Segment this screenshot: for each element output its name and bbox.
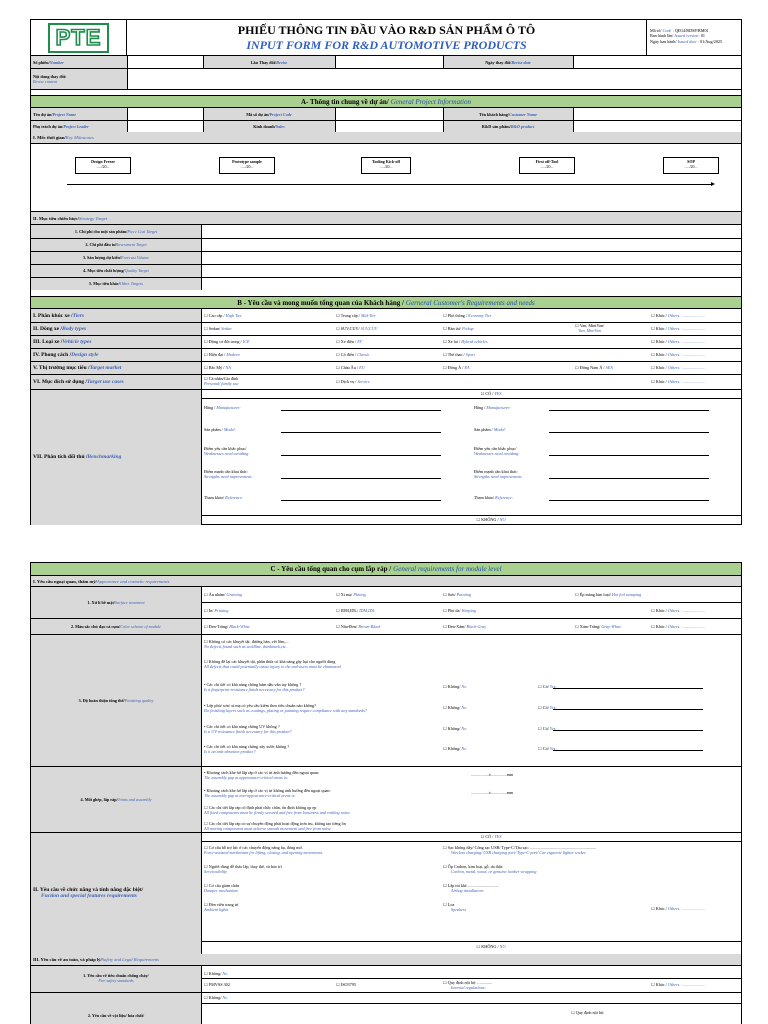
arrow-icon [711,182,715,186]
option[interactable]: ☐ Bán tải/ Pickup [443,326,474,331]
option[interactable]: ☐ Cổ điển / Classic [336,352,370,357]
option[interactable]: ☐ Bắc Mỹ / NA [204,365,231,370]
option[interactable]: ☐ Phổ thông / Economy Tier [443,313,492,318]
option[interactable]: ☐ Không/ No [443,684,467,689]
strategy-heading: II. Mục tiêu chiến lược/ Strategy Target [31,212,741,225]
company-logo [31,20,127,56]
milestone-tooling: Tooling Kick-off ...../20... [361,157,411,174]
safety-heading: III. Yêu cầu về an toàn, và pháp lý/ Safety and Legal Requirements [31,954,741,966]
option[interactable]: ☐ Đen-Trắng/ Black-White [204,624,250,629]
option[interactable]: ☐ Xe lai / Hybrid vehicles [443,339,488,344]
option[interactable]: ☐ Khác / Others: ...................... [651,352,705,357]
option[interactable]: ☐ Khác / Others: ...................... [651,313,705,318]
option[interactable]: ☐ Xi mạ/ Plating [336,592,366,597]
option[interactable]: ☐ ISO3795 [336,982,356,987]
option[interactable]: ☐ Xe điện / EV [336,339,363,344]
module-requirements: 1. Xử lí bề mặt/ Surface treatment ☐ Ăn nhám/ Graining ☐ Xi mạ/ Plating ☐ Sơn/ Painting ☐ Ép màng kim loại/ Hot foil stamping ☐ In/ Printing ☐ IDM,IDL/ IDM,IDL ☐ Phủ da/ Warping ☐ Khác / Others: ...................... 2. Màu sắc chủ đạo cả cụm/ Color scheme of module ☐ Đen-Trắng/ Black-White ☐ Nâu-Đen/ Brown-Black ☐ Đen-Xám/ Black-Gray ☐ Xám-Trắng/ Gray-White ☐ Khác / Others: ...................... 3. Độ hoàn thiện tổng thể/ Finishing quality ☐ Không có các khuyết tật: đường hàn, vết lõm,... No defects found such as weldline, thinkmark,etc. ☐ Không để lại các khuyết tật, phần thừa có khả năng gây hại cho người dùng All defects that could potentially cause injury to the end-users must be eliminated. • Các chi tiết có khả năng chống bám dấu vân tay không ? Is a fingerprint-resistance finish necessary for this product? ☐ Không/ No ☐ Có/ Yes: • Lớp phủ/ sơn/ xi mạ có yêu cầu kiểm theo tiêu chuẩn nào không? Do finishing layers such as coatings, plating or painting require compliance with any standards? ☐ Không/ No ☐ Có/ Yes: • Các chi tiết có khả năng chống UV không ? Is a UV-resistance finish necessary for this product? ☐ Không/ No ☐ Có/ Yes: • Các chi tiết có khả năng chống xây xước không ? Is it an anti-abrasion product? ☐ Không/ No ☐ Có/ Yes: 4. Mối ghép, lắp ráp/ Joints and assembly • Khoảng cách khe hở lắp ráp ở các vị trí ảnh hưởng đến ngoại quan: The assembly gap at appearance-critical areas is: .................±...............mm • Khoảng cách khe hở lắp ráp ở các vị trí không ảnh hưởng đến ngoại quan: The assembly gap at non-appearance-critical areas is: .................±...............mm ☐ Các chi tiết lắp ráp cố định phải chắc chắn, ổn định không ọp ẹp All fixed components must be firmly secured and free from looseness and rattling noise. ☐ Các chi tiết lắp ráp có sự chuyển động phải hoạt động trơn tru, không tạo tiếng ồn All moving components must achieve smooth movement and free from noise. ☐ CÓ / YES II. Yêu cầu về chức năng và tính năng đặc biệt/ Fuction and special features requirements ☐ Cơ cấu hỗ trợ lực ở các chuyển động nâng hạ, đóng mở. Force-assisted mechanism for lifting, closing, and opening movements. ☐ Người dùng dễ tháo lắp, thay thế, và bảo trì Serviceability ☐ Cơ cấu giảm chấn Damper mechanism ☐ Đèn viền trang trí Ambient lights ☐ Sạc không dây/ Cổng sạc USB/ Type-C/Tẩu sạc: ............................................................... Wireless charging/ USB charging port/ Type-C port/ Car cigarette lighter socket: ☐ Ốp Carbon, kim loại, gỗ, da thật: Carbon, metal, wood, or genuine leather wrapping ☐ Lắp túi khí:.............................. Airbag installation: ☐ Loa Speakers ☐ Khác / Others: ...................... ☐ KHÔNG / NO III. Yêu cầu về an toàn, và pháp lý/ Safety and Legal Requirements 1. Yêu cầu về tiêu chuẩn chống cháy/ Fire safety standards ☐ Không/ No ☐ FMVSS 302 ☐ ISO3795 ☐ Quy định nội bộ: .............. Internal regulations: ☐ Khác / Others: ...................... ☐ Không/ No 2. Yêu cầu về vật liệu/ hóa chất/ ☐ Quy định nội bộ: [31,587,741,1024]
logo-text: PTE [48,23,110,53]
option[interactable]: ☐ IDM,IDL/ IDM,IDL [336,608,375,613]
option[interactable]: ☐ Khác / Others: ...................... [651,624,705,629]
option[interactable]: ☐ Trung cấp / Mid-Tier [336,313,376,318]
option[interactable]: ☐ Khác / Others: ...................... [651,982,705,987]
section-a-title: A- Thông tin chung về dự án/ General Project Information [31,95,741,108]
strategy-table: 1. Chi phí cho một sản phẩm/ Piece Cost Target 2. Chi phí đầu tư/ Investment Target 3. Sản lượng dự kiến/ Forecast Volume 4. Mục tiêu chất lượng/ Quality Target 5. Mục tiêu khác/ Other Targets [31,225,741,290]
option[interactable]: ☐ Động cơ đốt trong / ICE [204,339,250,344]
customer-requirements: I. Phân khúc xe / Tiers II. Dòng xe / Body types III. Loại xe / Vehicle types IV. Phong cách / Design style V. Thị trường mục tiêu / Target market VI. Mục đích sử dụng / Target use cases ☐ Cao cấp / High Tier ☐ Trung cấp / Mid-Tier ☐ Phổ thông / Economy Tier ☐ Khác / Others: ...................... ☐ Sedan/ Sedan ☐ SUV,CUV/ SUV,CUV ☐ Bán tải/ Pickup ☐ Van, MiniVan/ Van, MiniVan ☐ Khác / Others: ...................... ☐ Động cơ đốt trong / ICE ☐ Xe điện / EV ☐ Xe lai / Hybrid vehicles ☐ Khác / Others: ...................... ☐ Hiện đại / Modern ☐ Cổ điển / Classic ☐ Thể thao / Sport ☐ Khác / Others: ...................... ☐ Bắc Mỹ / NA ☐ Châu Âu / EU ☐ Đông Á / EA ☐ Đông Nam Á / SEA ☐ Khác / Others: ...................... ☐ Cá nhân/Gia đình Personal/ family use ☐ Dịch vụ / Service ☐ Khác / Others: ...................... VII. Phân tích đối thủ / Benchmarking ☐ CÓ / YES Hãng / Manufacturer: Hãng / Manufacturer: Sản phẩm / Model: Sản phẩm / Model: Điểm yếu cần khắc phục/ Weaknesses need avoiding: Điểm yếu cần khắc phục/ Weaknesses need avoiding: Điểm mạnh cần khai thác: Strengths need improvement: Điểm mạnh cần khai thác: Strengths need improvement: Tham khảo/ Reference: Tham khảo/ Reference: ☐ KHÔNG / NO [31,309,741,525]
option[interactable]: ☐ Cao cấp / High Tier [204,313,242,318]
milestones-heading: I. Mốc thời gian/ Key Milestones [31,132,741,144]
meta-row: Số phiếu/ Number Lần Thay đổi/ Revise Ngày thay đổi/ Revise date [31,56,741,69]
milestone-prototype: Prototype sample ...../20... [219,157,275,174]
option[interactable]: ☐ Dịch vụ / Service [336,379,370,384]
option[interactable]: ☐ Van, MiniVan/ Van, MiniVan [575,323,605,334]
option[interactable]: ☐ Phủ da/ Warping [443,608,476,613]
option[interactable]: ☐ Có/ Yes: [538,746,557,751]
option[interactable]: ☐ Nâu-Đen/ Brown-Black [336,624,381,629]
section-b-title: B - Yêu cầu và mong muốn tổng quan của Khách hàng / Gerneral Customer's Requirements and needs [31,296,741,309]
bench-yes-option[interactable]: ☐ CÓ / YES [480,391,502,396]
bench-no-option[interactable]: ☐ KHÔNG / NO [476,517,506,522]
option[interactable]: ☐ Có/ Yes: [538,684,557,689]
option[interactable]: ☐ Quy định nội bộ: [571,1010,605,1015]
option[interactable]: ☐ Không/ No [443,726,467,731]
form-title-en: INPUT FORM FOR R&D AUTOMOTIVE PRODUCTS [246,38,527,52]
option[interactable]: ☐ FMVSS 302 [204,982,230,987]
option[interactable]: ☐ Ép màng kim loại/ Hot foil stamping [575,592,642,597]
milestone-first-off-tool: First off-Tool ...../20... [519,157,575,174]
milestone-timeline [31,144,741,212]
option[interactable]: ☐ Đông Á / EA [443,365,470,370]
option[interactable]: ☐ Xám-Trắng/ Gray-White [575,624,622,629]
func-no-option[interactable]: ☐ KHÔNG / NO [476,944,506,949]
form-title [127,20,647,56]
option[interactable]: ☐ Châu Âu / EU [336,365,365,370]
option[interactable]: ☐ Thể thao / Sport [443,352,475,357]
option[interactable]: ☐ Khác / Others: ...................... [651,906,705,911]
option[interactable]: ☐ Đen-Xám/ Black-Gray [443,624,487,629]
option[interactable]: ☐ Sedan/ Sedan [204,326,232,331]
document-info: Mã số/ Code : QĐ14/RDSP/BM01 Ban hành lần/ Issued version: 01 Ngày ban hành/ Issued date : 01/Aug/2025 [650,28,723,44]
milestone-design-freeze: Design Freeze ...../20... [75,157,131,174]
form-title-vi: PHIẾU THÔNG TIN ĐẦU VÀO R&D SẢN PHẨM Ô TÔ [237,23,536,37]
option[interactable]: ☐ Không/ No [204,995,228,1000]
form-page-1 [30,19,742,525]
revise-content-row: Nội dung thay đổi: Revise content [31,69,741,90]
option[interactable]: ☐ Khác / Others: ...................... [651,339,705,344]
option[interactable]: ☐ Có/ Yes: [538,705,557,710]
option[interactable]: ☐ Không/ No [443,705,467,710]
option[interactable]: ☐ SUV,CUV/ SUV,CUV [336,326,378,331]
option[interactable]: ☐ Không/ No [204,971,228,976]
option[interactable]: ☐ Khác / Others: ...................... [651,379,705,384]
option[interactable]: ☐ Ăn nhám/ Graining [204,592,242,597]
option[interactable]: ☐ Có/ Yes: [538,726,557,731]
section-c-title: C - Yêu cầu tổng quan cho cụm lắp ráp / General requirements for module level [31,563,741,576]
option[interactable]: ☐ Hiện đại / Modern [204,352,240,357]
header [31,20,741,56]
project-rows: Tên dự án/ Project Name Mã số dự án/ Project Code Tên khách hàng/ Customer Name Phụ trách dự án/ Project Leader Kinh doanh/ Sales R&D sản phẩm/ R&D product [31,108,741,132]
option[interactable]: ☐ Khác / Others: ...................... [651,326,705,331]
option[interactable]: ☐ In/ Printing [204,608,229,613]
option[interactable]: ☐ Khác / Others: ...................... [651,608,705,613]
milestone-sop: SOP ...../20... [663,157,719,174]
option[interactable]: ☐ Quy định nội bộ: .............. Internal regulations: [443,980,493,991]
func-yes-option[interactable]: ☐ CÓ / YES [480,834,502,839]
form-page-2 [30,562,742,1024]
option[interactable]: ☐ Khác / Others: ...................... [651,365,705,370]
option[interactable]: ☐ Sơn/ Painting [443,592,472,597]
option[interactable]: ☐ Cá nhân/Gia đình Personal/ family use [204,376,239,387]
option[interactable]: ☐ Đông Nam Á / SEA [575,365,613,370]
appearance-heading: I. Yêu cầu ngoại quan, thẩm mỹ/ Appearance and cosmetic requirements [31,576,741,587]
option[interactable]: ☐ Không/ No [443,746,467,751]
